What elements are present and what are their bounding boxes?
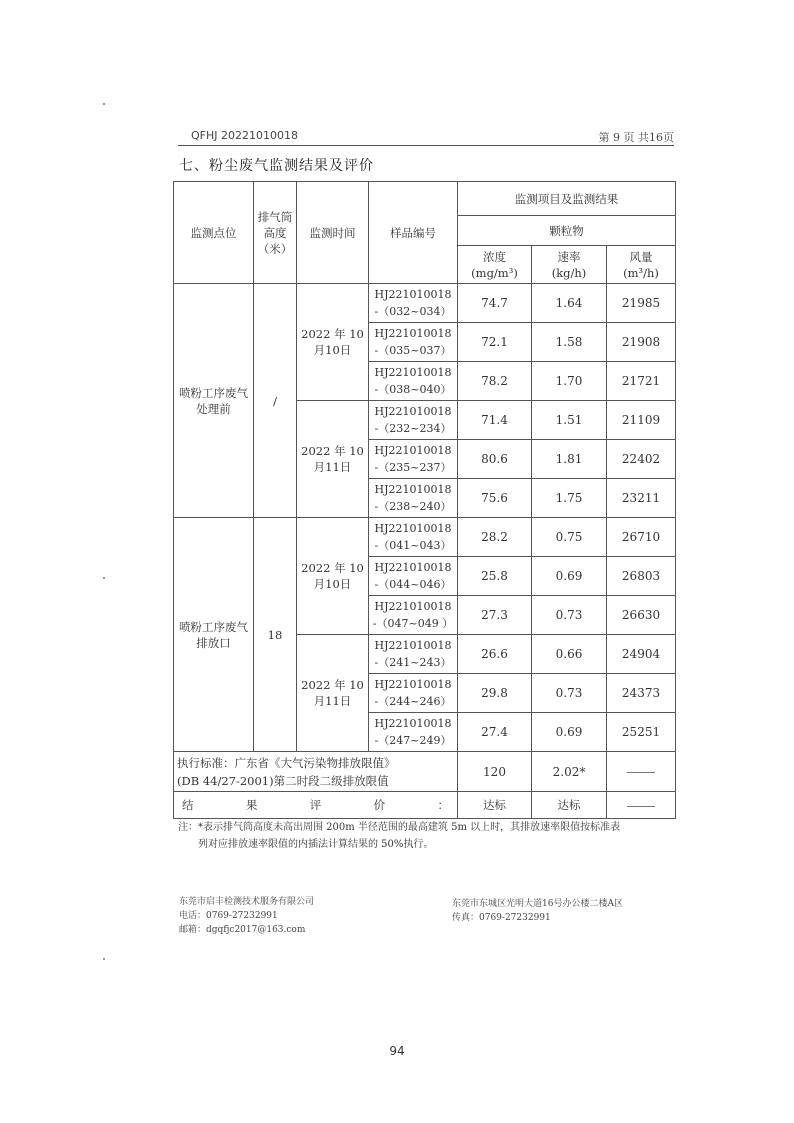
sample-cell xyxy=(369,440,458,479)
dash-mark xyxy=(627,772,655,773)
header-conc-unit: (mg/m³) xyxy=(471,265,518,280)
rate-cell: 0.73 xyxy=(532,674,607,713)
rate-cell: 1.70 xyxy=(532,362,607,401)
conc-cell: 29.8 xyxy=(458,674,532,713)
sample-id: HJ221010018 xyxy=(374,327,452,340)
flow-cell: 26710 xyxy=(607,518,676,557)
sample-id: HJ221010018 xyxy=(374,366,452,379)
sample-id: HJ221010018 xyxy=(374,405,452,418)
sample-range: -（035~037） xyxy=(374,344,452,357)
conc-cell: 25.8 xyxy=(458,557,532,596)
standard-conc: 120 xyxy=(458,752,532,792)
sample-cell xyxy=(369,284,458,323)
header-flow-label: 风量 xyxy=(629,249,653,264)
header-rate xyxy=(532,246,607,284)
result-rate: 达标 xyxy=(532,792,607,819)
scan-speck xyxy=(103,958,105,960)
date-cell: 2022 年 10月11日 xyxy=(297,401,369,518)
standard-label-line2: (DB 44/27-2001)第二时段二级排放限值 xyxy=(177,773,389,788)
table-row xyxy=(174,284,676,323)
header-conc-label: 浓度 xyxy=(483,249,506,264)
sample-range: -（238~240） xyxy=(374,500,452,513)
flow-cell: 24373 xyxy=(607,674,676,713)
sample-id: HJ221010018 xyxy=(374,717,452,730)
date-cell: 2022 年 10月10日 xyxy=(297,284,369,401)
flow-cell: 21721 xyxy=(607,362,676,401)
result-flow xyxy=(607,792,676,819)
header-conc xyxy=(458,246,532,284)
page-count: 第 9 页 共16页 xyxy=(598,131,674,144)
standard-label-line1: 执行标准：广东省《大气污染物排放限值》 xyxy=(177,755,396,770)
rate-cell: 1.51 xyxy=(532,401,607,440)
sample-id: HJ221010018 xyxy=(374,639,452,652)
sample-cell xyxy=(369,596,458,635)
sample-id: HJ221010018 xyxy=(374,600,452,613)
rate-cell: 0.66 xyxy=(532,635,607,674)
header-rule xyxy=(178,145,674,146)
conc-cell: 72.1 xyxy=(458,323,532,362)
conc-cell: 26.6 xyxy=(458,635,532,674)
page-number: 94 xyxy=(389,1044,405,1058)
sample-range: -（047~049 ） xyxy=(372,617,454,630)
sample-id: HJ221010018 xyxy=(374,678,452,691)
sample-range: -（241~243） xyxy=(374,656,452,669)
sample-cell xyxy=(369,713,458,752)
section-title: 七、粉尘废气监测结果及评价 xyxy=(179,158,374,174)
conc-cell: 74.7 xyxy=(458,284,532,323)
scan-speck xyxy=(103,577,105,579)
sample-range: -（247~249） xyxy=(374,734,452,747)
sample-cell xyxy=(369,557,458,596)
point-cell: 喷粉工序废气处理前 xyxy=(174,284,254,518)
conc-cell: 75.6 xyxy=(458,479,532,518)
sample-cell xyxy=(369,362,458,401)
header-sample: 样品编号 xyxy=(369,182,458,284)
footer-contact xyxy=(179,895,314,937)
conc-cell: 27.3 xyxy=(458,596,532,635)
header-height: 排气筒高度（米） xyxy=(254,182,297,284)
flow-cell: 22402 xyxy=(607,440,676,479)
flow-cell: 21908 xyxy=(607,323,676,362)
footer-company: 东莞市启丰检测技术服务有限公司 xyxy=(179,897,315,907)
sample-cell xyxy=(369,323,458,362)
rate-cell: 0.69 xyxy=(532,557,607,596)
conc-cell: 78.2 xyxy=(458,362,532,401)
table-row xyxy=(174,518,676,557)
conc-cell: 71.4 xyxy=(458,401,532,440)
flow-cell: 23211 xyxy=(607,479,676,518)
sample-cell xyxy=(369,479,458,518)
footnote-line2: 列对应排放速率限值的内插法计算结果的 50%执行。 xyxy=(198,839,434,850)
report-id: QFHJ 20221010018 xyxy=(191,129,298,142)
sample-range: -（041~043） xyxy=(374,539,452,552)
conc-cell: 80.6 xyxy=(458,440,532,479)
footnote xyxy=(178,819,678,853)
rate-cell: 0.69 xyxy=(532,713,607,752)
sample-range: -（032~034） xyxy=(374,305,452,318)
rate-cell: 1.58 xyxy=(532,323,607,362)
result-label: 结果评价： xyxy=(174,792,458,819)
point-cell: 喷粉工序废气排放口 xyxy=(174,518,254,752)
sample-cell xyxy=(369,635,458,674)
sample-id: HJ221010018 xyxy=(374,483,452,496)
rate-cell: 1.81 xyxy=(532,440,607,479)
header-time: 监测时间 xyxy=(297,182,369,284)
dash-mark xyxy=(627,806,655,807)
header-flow-unit: (m³/h) xyxy=(623,265,659,280)
sample-cell xyxy=(369,518,458,557)
rate-cell: 0.73 xyxy=(532,596,607,635)
sample-range: -（235~237） xyxy=(374,461,452,474)
height-cell: / xyxy=(254,284,297,518)
sample-cell xyxy=(369,674,458,713)
date-cell: 2022 年 10月11日 xyxy=(297,635,369,752)
header-pollutant: 颗粒物 xyxy=(458,216,676,246)
sample-range: -（038~040） xyxy=(374,383,452,396)
sample-id: HJ221010018 xyxy=(374,561,452,574)
results-table xyxy=(173,181,676,819)
footer-phone: 电话：0769-27232991 xyxy=(179,911,278,921)
header-point: 监测点位 xyxy=(174,182,254,284)
rate-cell: 1.75 xyxy=(532,479,607,518)
standard-label xyxy=(174,752,458,792)
conc-cell: 28.2 xyxy=(458,518,532,557)
footnote-line1: 注：*表示排气筒高度未高出周围 200m 半径范围的最高建筑 5m 以上时，其排放速率限值按标准表 xyxy=(178,822,621,833)
flow-cell: 21109 xyxy=(607,401,676,440)
flow-cell: 25251 xyxy=(607,713,676,752)
sample-id: HJ221010018 xyxy=(374,288,452,301)
flow-cell: 21985 xyxy=(607,284,676,323)
standard-rate: 2.02* xyxy=(532,752,607,792)
header-rate-unit: (kg/h) xyxy=(551,265,587,280)
height-cell: 18 xyxy=(254,518,297,752)
footer-address: 东莞市东城区光明大道16号办公楼二楼A区 xyxy=(452,899,623,909)
sample-range: -（044~046） xyxy=(374,578,452,591)
flow-cell: 26803 xyxy=(607,557,676,596)
standard-flow xyxy=(607,752,676,792)
footer-address-block xyxy=(452,897,623,925)
footer-email: 邮箱：dgqfjc2017@163.com xyxy=(179,925,306,935)
footer-fax: 传真：0769-27232991 xyxy=(452,913,551,923)
sample-id: HJ221010018 xyxy=(374,444,452,457)
rate-cell: 0.75 xyxy=(532,518,607,557)
result-conc: 达标 xyxy=(458,792,532,819)
result-row xyxy=(174,792,676,819)
flow-cell: 26630 xyxy=(607,596,676,635)
header-items: 监测项目及监测结果 xyxy=(458,182,676,216)
header-rate-label: 速率 xyxy=(557,249,581,264)
scan-speck xyxy=(103,103,105,105)
sample-cell xyxy=(369,401,458,440)
flow-cell: 24904 xyxy=(607,635,676,674)
conc-cell: 27.4 xyxy=(458,713,532,752)
sample-id: HJ221010018 xyxy=(374,522,452,535)
standard-row xyxy=(174,752,676,792)
rate-cell: 1.64 xyxy=(532,284,607,323)
header-flow xyxy=(607,246,676,284)
sample-range: -（244~246） xyxy=(374,695,452,708)
date-cell: 2022 年 10月10日 xyxy=(297,518,369,635)
sample-range: -（232~234） xyxy=(374,422,452,435)
